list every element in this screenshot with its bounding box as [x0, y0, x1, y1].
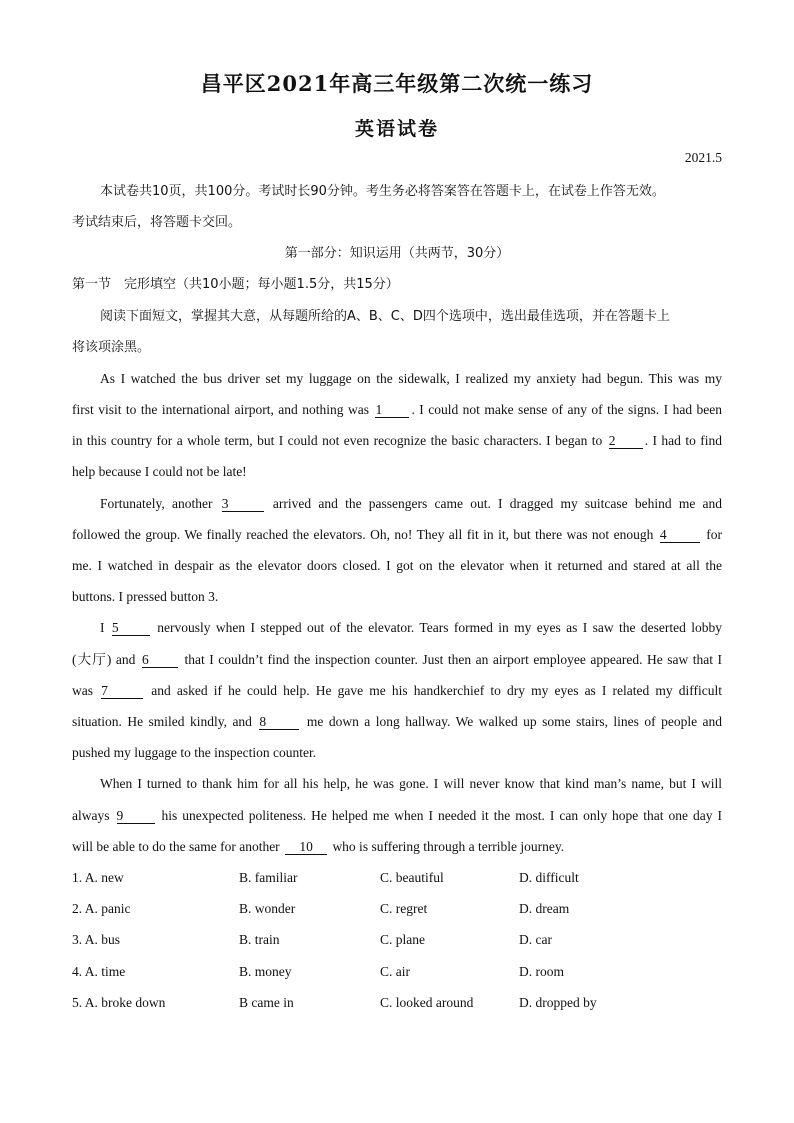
passage-p4-line-1: When I turned to thank him for all his help, he was gone. I will never know that kind man’s name, but I will: [100, 776, 722, 791]
option-4d: D. room: [519, 964, 564, 979]
passage-p2-line-3: me. I watched in despair as the elevator doors closed. I got on the elevator when it returned and stared at all the: [72, 558, 722, 573]
text: and asked if he could help. He gave me his handkerchief to dry my eyes as I related my difficult: [151, 683, 723, 698]
blank-7: 7: [101, 683, 143, 699]
passage-p3-line-4: [72, 712, 722, 732]
option-1c: C. beautiful: [380, 870, 444, 885]
text: that I couldn’t find the inspection counter. Just then an airport employee appeared. He saw that I: [184, 652, 723, 667]
directions-line-2: 将该项涂黑。: [72, 340, 151, 355]
option-5d: D. dropped by: [519, 995, 597, 1010]
blank-5: 5: [112, 620, 150, 636]
option-3a: 3. A. bus: [72, 932, 121, 947]
option-3c: C. plane: [380, 932, 425, 947]
text: followed the group. We finally reached the elevators. Oh, no! They all fit in it, but there was not enough: [72, 527, 654, 542]
text: will be able to do the same for another: [72, 839, 280, 854]
text: Fortunately, another: [100, 496, 213, 511]
passage-p3-line-2: [72, 650, 722, 670]
blank-10: 10: [285, 839, 327, 855]
text: situation. He smiled kindly, and: [72, 714, 252, 729]
passage-p3-line-1: [100, 618, 722, 638]
instructions-line-2: 考试结束后，将答题卡交回。: [72, 215, 242, 230]
passage-p1-line-3: [72, 431, 722, 451]
text: . I had to find: [644, 433, 723, 448]
option-4a: 4. A. time: [72, 964, 126, 979]
text: me down a long hallway. We walked up some stairs, lines of people and: [306, 714, 723, 729]
option-2b: B. wonder: [239, 901, 296, 916]
option-1d: D. difficult: [519, 870, 579, 885]
passage-p1-line-1: As I watched the bus driver set my luggage on the sidewalk, I realized my anxiety had begun. This was my: [100, 371, 722, 386]
option-2d: D. dream: [519, 901, 570, 916]
passage-p4-line-2: [72, 806, 722, 826]
passage-p3-line-3: [72, 681, 722, 701]
passage-p1-line-4: help because I could not be late!: [72, 464, 247, 479]
option-1b: B. familiar: [239, 870, 298, 885]
text: for: [706, 527, 723, 542]
text: always: [72, 808, 110, 823]
instructions-line-1: 本试卷共10页，共100分。考试时长90分钟。考生务必将答案答在答题卡上，在试卷上作答无效。: [100, 184, 665, 199]
text: . I could not make sense of any of the signs. I had been: [411, 402, 723, 417]
exam-title: 昌平区2021年高三年级第二次统一练习: [200, 71, 594, 96]
passage-p2-line-4: buttons. I pressed button 3.: [72, 589, 219, 604]
blank-3: 3: [222, 496, 264, 512]
option-5b: B came in: [239, 995, 294, 1010]
option-1a: 1. A. new: [72, 870, 124, 885]
option-4b: B. money: [239, 964, 292, 979]
text: nervously when I stepped out of the elevator. Tears formed in my eyes as I saw the deserted lobby: [157, 620, 723, 635]
passage-p3-line-5: pushed my luggage to the inspection counter.: [72, 745, 317, 760]
blank-8: 8: [259, 714, 299, 730]
exam-subtitle: 英语试卷: [354, 118, 439, 140]
option-2c: C. regret: [380, 901, 428, 916]
text: was: [72, 683, 93, 698]
blank-6: 6: [142, 652, 178, 668]
passage-p1-line-2: [72, 400, 722, 420]
option-3d: D. car: [519, 932, 552, 947]
blank-9: 9: [117, 808, 155, 824]
option-2a: 2. A. panic: [72, 901, 131, 916]
text: first visit to the international airport, and nothing was: [72, 402, 369, 417]
directions-line-1: 阅读下面短文，掌握其大意，从每题所给的A、B、C、D四个选项中，选出最佳选项，并在答题卡上: [100, 309, 670, 324]
option-5c: C. looked around: [380, 995, 474, 1010]
text: his unexpected politeness. He helped me when I needed it the most. I can only hope that one day I: [161, 808, 723, 823]
text: arrived and the passengers came out. I dragged my suitcase behind me and: [272, 496, 723, 511]
blank-2: 2: [609, 433, 643, 449]
part1-heading: 第一部分：知识运用（共两节，30分）: [284, 246, 510, 261]
section1-heading: 第一节 完形填空（共10小题；每小题1.5分，共15分）: [72, 277, 399, 292]
option-5a: 5. A. broke down: [72, 995, 166, 1010]
option-4c: C. air: [380, 964, 410, 979]
passage-p4-line-3: [72, 837, 722, 857]
passage-p2-line-2: [72, 525, 722, 545]
text: I: [100, 620, 105, 635]
text: (大厅) and: [72, 652, 136, 667]
option-3b: B. train: [239, 932, 280, 947]
blank-1: 1: [375, 402, 409, 418]
text: who is suffering through a terrible journey.: [332, 839, 565, 854]
blank-4: 4: [660, 527, 700, 543]
text: in this country for a whole term, but I could not even recognize the basic characters. I began to: [72, 433, 603, 448]
passage-p2-line-1: [100, 494, 722, 514]
exam-date: 2021.5: [684, 150, 722, 165]
